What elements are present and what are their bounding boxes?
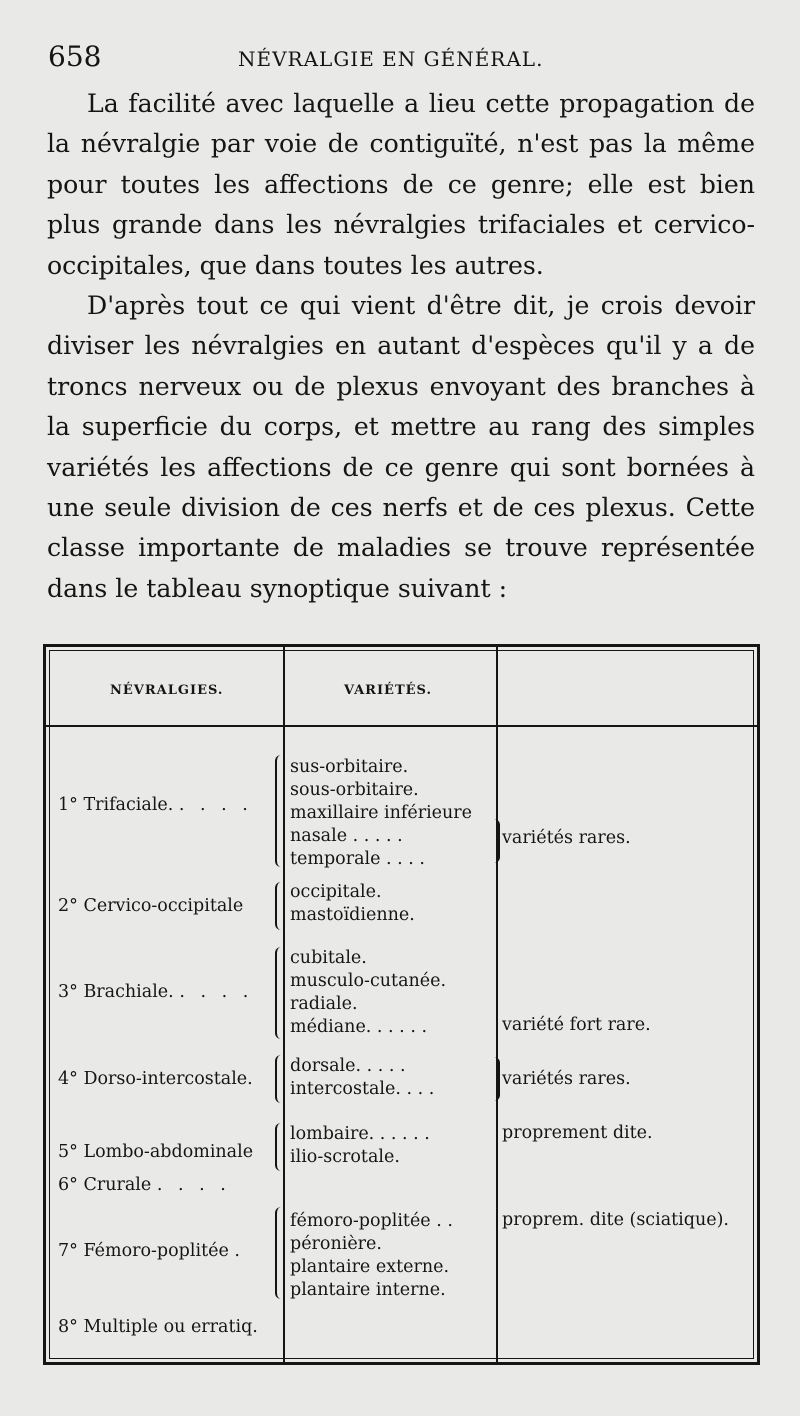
brace: [275, 1055, 285, 1103]
variety-list: occipitale. mastoïdienne.: [290, 882, 415, 925]
page-header: [48, 40, 760, 80]
variety-list: lombaire. . . . . . ilio-scrotale.: [290, 1124, 430, 1167]
variety-list: dorsale. . . . . intercostale. . . .: [290, 1056, 435, 1099]
column-header-nevralgies: NÉVRALGIES.: [110, 683, 224, 698]
variety-list: cubitale. musculo-cutanée. radiale. médiane. . . . . .: [290, 948, 447, 1037]
synoptic-table: [43, 644, 760, 1365]
paragraph: D'après tout ce qui vient d'être dit, je crois devoir diviser les névralgies en autant d'espèces qu'il y a de troncs nerveux ou de plexus envoyant des branches à la superficie du corps, et mettre au rang des simples variétés les affections de ce genre qui sont bornées à une seule division de ces nerfs et de ces plexus. Cette classe importante de maladies se trouve représentée dans le tableau synoptique suivant :: [47, 291, 755, 603]
variety-list: fémoro-poplitée . . péronière. plantaire externe. plantaire interne.: [290, 1211, 453, 1300]
variety-note: variétés rares.: [502, 1069, 631, 1089]
nerve-name: 5° Lombo-abdominale: [58, 1142, 254, 1162]
nerve-name: 4° Dorso-intercostale.: [58, 1069, 253, 1089]
variety-note: proprem. dite (sciatique).: [502, 1210, 729, 1230]
brace: [275, 755, 285, 867]
variety-note: variété fort rare.: [502, 1015, 651, 1035]
body-text: [47, 84, 755, 609]
variety-note: variétés rares.: [502, 828, 631, 848]
nerve-name: 2° Cervico-occipitale: [58, 896, 244, 916]
brace: [275, 1123, 285, 1171]
brace: [275, 882, 285, 930]
paragraph: La facilité avec laquelle a lieu cette propagation de la névralgie par voie de contiguïté, n'est pas la même pour toutes les affections de ce genre; elle est bien plus grande dans les névralgies trifaciales et cervico-occipitales, que dans toutes les autres.: [47, 89, 755, 280]
brace: [490, 1057, 500, 1101]
brace: [275, 947, 285, 1039]
variety-note: proprement dite.: [502, 1123, 653, 1143]
nerve-name: 1° Trifaciale. . . . .: [58, 795, 253, 815]
page-number: 658: [48, 40, 102, 73]
brace: [490, 819, 500, 863]
running-title: NÉVRALGIE EN GÉNÉRAL.: [238, 47, 544, 71]
header-divider: [46, 725, 757, 727]
column-divider: [496, 647, 498, 1362]
column-header-varietes: VARIÉTÉS.: [344, 683, 432, 698]
nerve-name: 8° Multiple ou erratiq.: [58, 1317, 258, 1337]
variety-list: sus-orbitaire. sous-orbitaire. maxillaire inférieure nasale . . . . . temporale . . . .: [290, 757, 473, 869]
nerve-name: 6° Crurale . . . .: [58, 1175, 231, 1195]
nerve-name: 7° Fémoro-poplitée .: [58, 1241, 245, 1261]
nerve-name: 3° Brachiale. . . . .: [58, 982, 254, 1002]
brace: [275, 1207, 285, 1299]
